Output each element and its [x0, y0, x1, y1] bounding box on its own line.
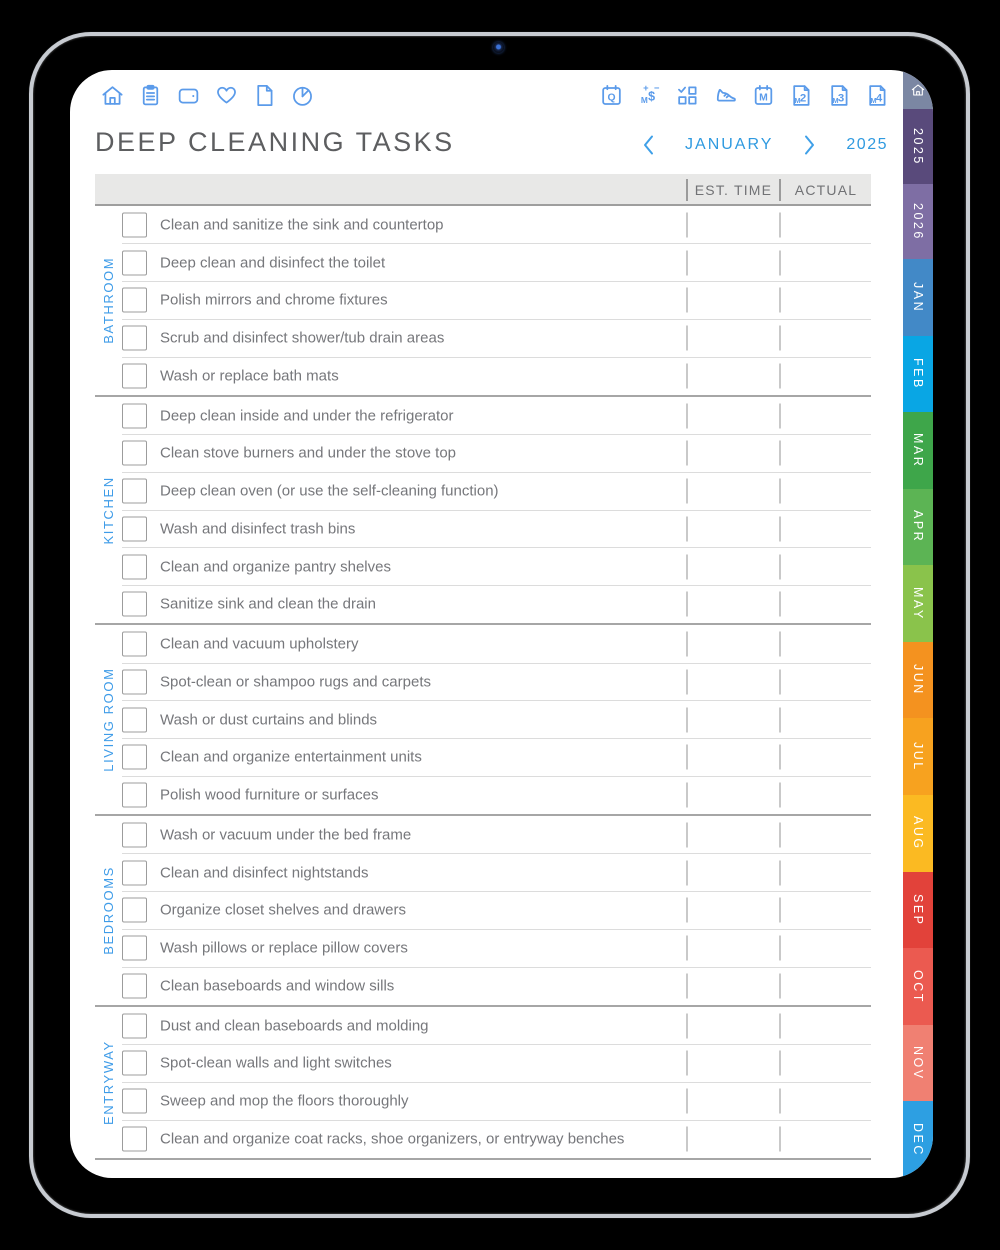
month-page-4-icon[interactable]	[865, 83, 890, 108]
task-checkbox[interactable]	[122, 554, 147, 579]
task-row	[95, 548, 871, 586]
side-tab-nov[interactable]	[903, 1025, 933, 1102]
task-checkbox[interactable]	[122, 363, 147, 388]
task-row	[95, 892, 871, 930]
task-checkbox[interactable]	[122, 516, 147, 541]
task-label: Wash or replace bath mats	[160, 367, 339, 385]
task-label: Sweep and mop the floors thoroughly	[160, 1092, 409, 1110]
actual-cell-divider	[779, 745, 781, 770]
checklist-grid-icon[interactable]	[675, 83, 700, 108]
task-checkbox[interactable]	[122, 936, 147, 961]
side-tab-dec[interactable]	[903, 1101, 933, 1178]
page-icon[interactable]	[252, 83, 277, 108]
svg-text:3: 3	[837, 91, 845, 104]
task-label: Clean stove burners and under the stove top	[160, 444, 457, 462]
section-bedrooms	[95, 816, 871, 1007]
quarterly-calendar-icon[interactable]	[599, 83, 624, 108]
task-row	[95, 397, 871, 435]
section-label: KITCHEN	[101, 475, 116, 545]
section-kitchen	[95, 397, 871, 626]
task-checkbox[interactable]	[122, 326, 147, 351]
est-time-cell-divider	[686, 250, 688, 275]
task-checkbox[interactable]	[122, 250, 147, 275]
actual-cell-divider	[779, 1051, 781, 1076]
side-tab-label: SEP	[911, 893, 925, 927]
task-table	[95, 206, 871, 1160]
task-label: Deep clean and disinfect the toilet	[160, 254, 386, 272]
tablet-camera	[493, 42, 504, 53]
task-row	[95, 586, 871, 624]
task-row	[95, 472, 871, 510]
actual-cell-divider	[779, 403, 781, 428]
actual-cell-divider	[779, 212, 781, 237]
actual-cell-divider	[779, 441, 781, 466]
section-label: LIVING ROOM	[101, 667, 116, 772]
task-checkbox[interactable]	[122, 860, 147, 885]
shoe-step-tracker-icon[interactable]	[713, 83, 738, 108]
task-checkbox[interactable]	[122, 973, 147, 998]
side-tab-jan[interactable]	[903, 259, 933, 336]
svg-text:$: $	[648, 89, 656, 104]
heart-icon[interactable]	[214, 83, 239, 108]
task-row	[95, 854, 871, 892]
side-tab-sep[interactable]	[903, 872, 933, 949]
task-label: Wash or dust curtains and blinds	[160, 711, 378, 729]
side-tab-apr[interactable]	[903, 489, 933, 566]
task-label: Organize closet shelves and drawers	[160, 901, 406, 919]
task-checkbox[interactable]	[122, 441, 147, 466]
side-tab-feb[interactable]	[903, 336, 933, 413]
month-page-2-icon[interactable]	[789, 83, 814, 108]
est-time-cell-divider	[686, 822, 688, 847]
task-label: Wash pillows or replace pillow covers	[160, 939, 408, 957]
task-checkbox[interactable]	[122, 707, 147, 732]
svg-text:M: M	[794, 95, 801, 105]
actual-cell-divider	[779, 783, 781, 808]
side-tab-2025[interactable]	[903, 109, 933, 184]
task-label: Dust and clean baseboards and molding	[160, 1017, 429, 1035]
est-time-cell-divider	[686, 441, 688, 466]
task-checkbox[interactable]	[122, 403, 147, 428]
task-label: Spot-clean or shampoo rugs and carpets	[160, 673, 431, 691]
task-label: Clean and organize pantry shelves	[160, 558, 391, 576]
task-label: Clean and sanitize the sink and countertop	[160, 216, 444, 234]
chevron-right-icon[interactable]	[803, 134, 816, 156]
est-time-cell-divider	[686, 288, 688, 313]
task-row	[95, 319, 871, 357]
task-checkbox[interactable]	[122, 898, 147, 923]
task-checkbox[interactable]	[122, 632, 147, 657]
monthly-calendar-icon[interactable]	[751, 83, 776, 108]
side-tab-label: MAR	[911, 432, 925, 469]
est-time-cell-divider	[686, 516, 688, 541]
wallet-icon[interactable]	[176, 83, 201, 108]
est-time-cell-divider	[686, 973, 688, 998]
task-label: Deep clean oven (or use the self-cleaning function)	[160, 482, 499, 500]
home-icon[interactable]	[100, 83, 125, 108]
current-month-label[interactable]: JANUARY	[685, 136, 774, 153]
actual-cell-divider	[779, 250, 781, 275]
side-tab-jun[interactable]	[903, 642, 933, 719]
column-header-est-time: EST. TIME	[694, 182, 773, 198]
side-tab-label: DEC	[911, 1122, 925, 1157]
pie-chart-icon[interactable]	[290, 83, 315, 108]
task-row	[95, 1120, 871, 1158]
est-time-cell-divider	[686, 632, 688, 657]
task-label: Wash or vacuum under the bed frame	[160, 826, 412, 844]
task-label: Polish mirrors and chrome fixtures	[160, 291, 388, 309]
task-row	[95, 1007, 871, 1045]
notes-clipboard-icon[interactable]	[138, 83, 163, 108]
est-time-cell-divider	[686, 592, 688, 617]
toolbar-right-group	[599, 83, 890, 108]
side-tab-label: FEB	[911, 357, 925, 390]
est-time-cell-divider	[686, 554, 688, 579]
task-checkbox[interactable]	[122, 822, 147, 847]
task-label: Clean and disinfect nightstands	[160, 864, 369, 882]
actual-cell-divider	[779, 1089, 781, 1114]
actual-cell-divider	[779, 592, 781, 617]
side-tab-aug[interactable]	[903, 795, 933, 872]
est-time-cell-divider	[686, 1089, 688, 1114]
task-row	[95, 244, 871, 282]
task-row	[95, 663, 871, 701]
side-tab-label: NOV	[911, 1045, 925, 1081]
task-row	[95, 625, 871, 663]
task-checkbox[interactable]	[122, 745, 147, 770]
side-tab-label: MAY	[911, 586, 925, 621]
est-time-cell-divider	[686, 479, 688, 504]
side-tab-label: JUL	[911, 741, 925, 772]
section-label: ENTRYWAY	[101, 1039, 116, 1125]
side-tab-may[interactable]	[903, 565, 933, 642]
section-living-room	[95, 625, 871, 816]
month-page-3-icon[interactable]	[827, 83, 852, 108]
task-label: Clean baseboards and window sills	[160, 977, 395, 995]
task-checkbox[interactable]	[122, 592, 147, 617]
est-time-cell-divider	[686, 669, 688, 694]
side-tab-label: 2026	[911, 202, 925, 241]
task-row	[95, 510, 871, 548]
actual-cell-divider	[779, 479, 781, 504]
actual-cell-divider	[779, 1013, 781, 1038]
task-checkbox[interactable]	[122, 1126, 147, 1151]
svg-text:2: 2	[799, 91, 807, 104]
section-bathroom	[95, 206, 871, 397]
current-year-label[interactable]: 2025	[846, 136, 888, 153]
actual-cell-divider	[779, 860, 781, 885]
task-row	[95, 967, 871, 1005]
side-tab-label: OCT	[911, 969, 925, 1004]
task-label: Wash and disinfect trash bins	[160, 520, 356, 538]
side-tab-oct[interactable]	[903, 948, 933, 1025]
actual-cell-divider	[779, 707, 781, 732]
svg-text:+: +	[643, 82, 649, 93]
task-row	[95, 282, 871, 320]
task-checkbox[interactable]	[122, 288, 147, 313]
actual-cell-divider	[779, 936, 781, 961]
section-entryway	[95, 1007, 871, 1160]
side-tab-jul[interactable]	[903, 718, 933, 795]
page-title: DEEP CLEANING TASKS	[95, 127, 455, 157]
actual-cell-divider	[779, 363, 781, 388]
table-header	[95, 174, 871, 206]
task-checkbox[interactable]	[122, 1013, 147, 1038]
month-navigation	[642, 130, 888, 160]
actual-cell-divider	[779, 898, 781, 923]
actual-cell-divider	[779, 973, 781, 998]
actual-cell-divider	[779, 288, 781, 313]
task-row	[95, 929, 871, 967]
task-row	[95, 206, 871, 244]
budget-tracker-icon[interactable]	[637, 83, 662, 108]
task-row	[95, 1045, 871, 1083]
planner-screen	[70, 70, 933, 1178]
actual-cell-divider	[779, 516, 781, 541]
task-label: Spot-clean walls and light switches	[160, 1054, 392, 1072]
task-checkbox[interactable]	[122, 783, 147, 808]
svg-text:M: M	[870, 95, 877, 105]
column-header-actual: ACTUAL	[794, 182, 858, 198]
task-checkbox[interactable]	[122, 669, 147, 694]
side-tab-label: 2025	[911, 127, 925, 166]
svg-text:−: −	[654, 82, 660, 93]
actual-cell-divider	[779, 1126, 781, 1151]
task-checkbox[interactable]	[122, 1089, 147, 1114]
task-label: Sanitize sink and clean the drain	[160, 595, 376, 613]
section-label: BATHROOM	[101, 256, 116, 344]
task-row	[95, 701, 871, 739]
home-tab-icon	[910, 82, 926, 98]
side-tab-label: JUN	[911, 664, 925, 697]
actual-cell-divider	[779, 554, 781, 579]
svg-text:M: M	[759, 92, 768, 103]
est-time-cell-divider	[686, 403, 688, 428]
top-toolbar	[100, 77, 890, 113]
actual-cell-divider	[779, 669, 781, 694]
toolbar-left-group	[100, 83, 315, 108]
task-label: Scrub and disinfect shower/tub drain areas	[160, 329, 445, 347]
est-time-cell-divider	[686, 745, 688, 770]
task-label: Polish wood furniture or surfaces	[160, 786, 379, 804]
side-tab-2026[interactable]	[903, 184, 933, 259]
est-time-cell-divider	[686, 1013, 688, 1038]
task-label: Clean and organize entertainment units	[160, 748, 422, 766]
est-time-cell-divider	[686, 860, 688, 885]
task-checkbox[interactable]	[122, 212, 147, 237]
est-time-cell-divider	[686, 363, 688, 388]
actual-cell-divider	[779, 822, 781, 847]
est-time-cell-divider	[686, 212, 688, 237]
section-label: BEDROOMS	[101, 866, 116, 955]
side-tab-home[interactable]	[903, 70, 933, 109]
side-tab-label: APR	[911, 510, 925, 544]
est-time-cell-divider	[686, 936, 688, 961]
actual-cell-divider	[779, 632, 781, 657]
task-row	[95, 739, 871, 777]
task-row	[95, 816, 871, 854]
task-label: Deep clean inside and under the refrigerator	[160, 407, 454, 425]
svg-text:Q: Q	[607, 91, 616, 103]
task-checkbox[interactable]	[122, 479, 147, 504]
side-tab-mar[interactable]	[903, 412, 933, 489]
svg-text:M: M	[640, 94, 648, 105]
est-time-cell-divider	[686, 326, 688, 351]
svg-text:M: M	[832, 95, 839, 105]
est-time-cell-divider	[686, 1126, 688, 1151]
actual-cell-divider	[779, 326, 781, 351]
task-label: Clean and vacuum upholstery	[160, 635, 359, 653]
side-tab-bar	[903, 70, 933, 1178]
task-row	[95, 357, 871, 395]
task-label: Clean and organize coat racks, shoe organizers, or entryway benches	[160, 1130, 625, 1148]
chevron-left-icon[interactable]	[642, 134, 655, 156]
est-time-cell-divider	[686, 783, 688, 808]
est-time-cell-divider	[686, 1051, 688, 1076]
side-tab-label: JAN	[911, 281, 925, 313]
svg-text:4: 4	[875, 91, 883, 104]
est-time-cell-divider	[686, 707, 688, 732]
task-row	[95, 776, 871, 814]
est-time-cell-divider	[686, 898, 688, 923]
task-row	[95, 1082, 871, 1120]
side-tab-label: AUG	[911, 816, 925, 851]
task-checkbox[interactable]	[122, 1051, 147, 1076]
task-row	[95, 435, 871, 473]
